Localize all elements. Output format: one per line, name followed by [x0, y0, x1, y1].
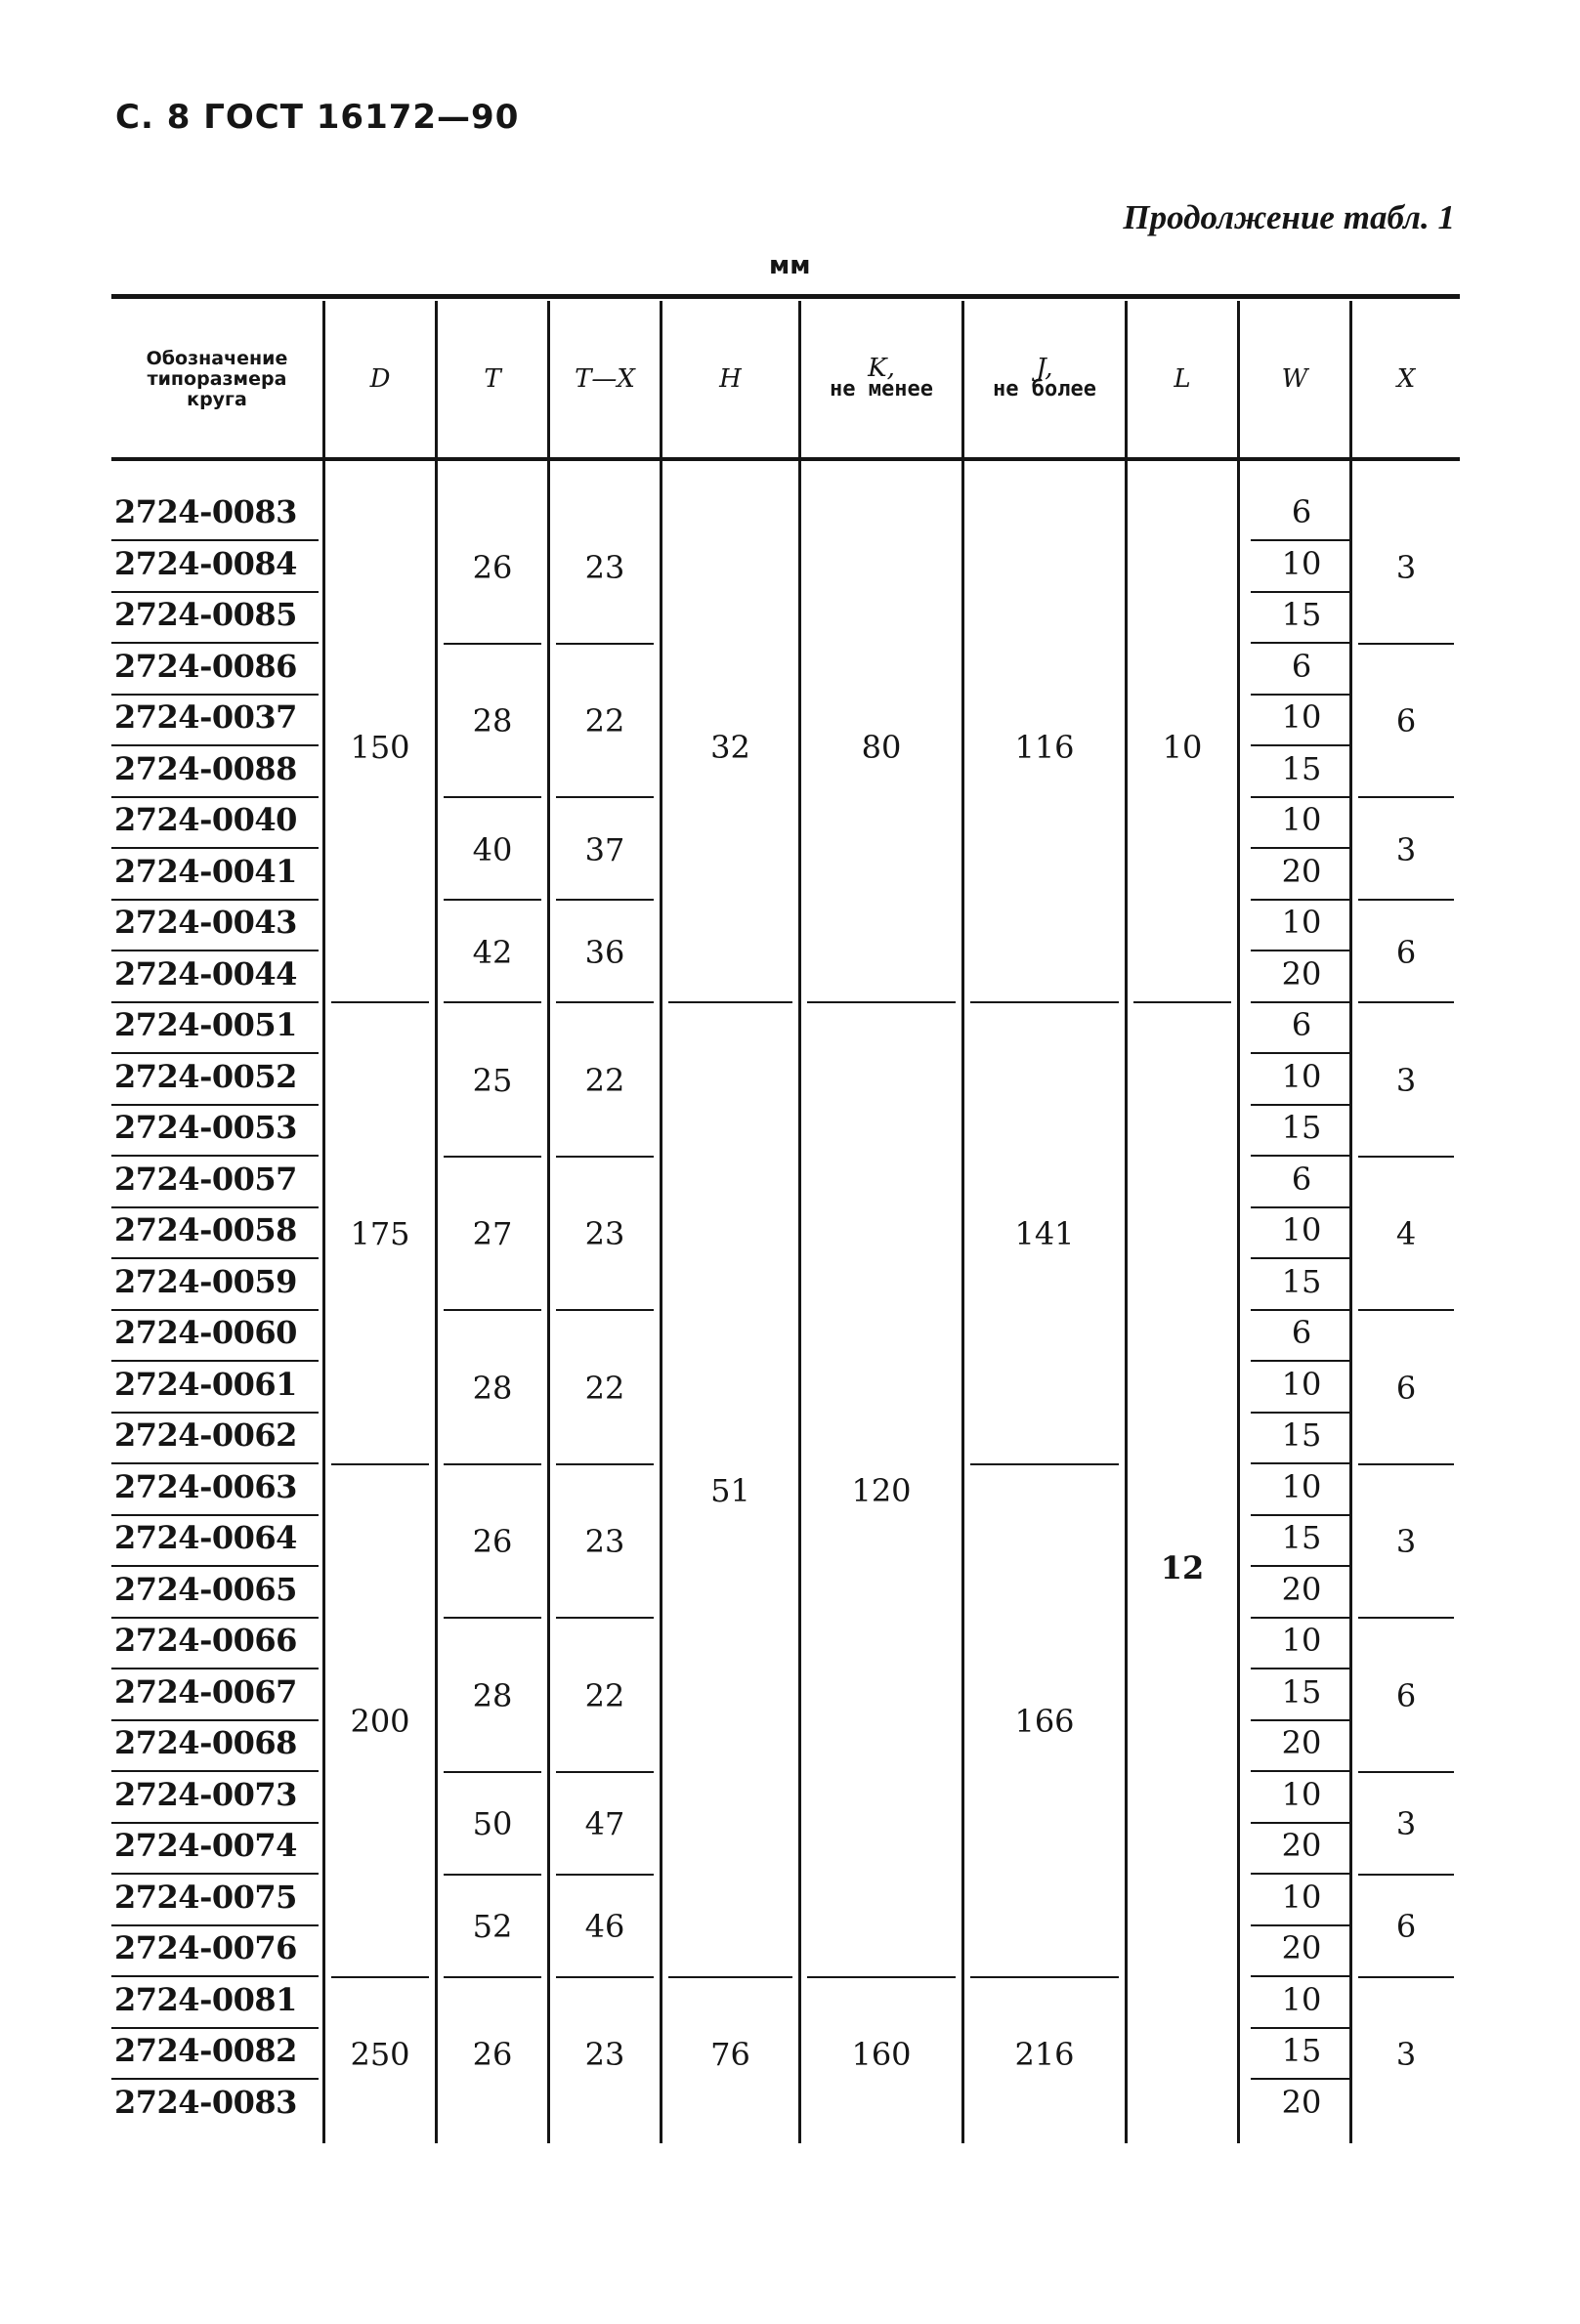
- w-cell: 6: [1251, 1311, 1352, 1362]
- header-bottom-rule: [111, 457, 1460, 461]
- x-value: 3: [1395, 2036, 1417, 2074]
- t-value: 28: [472, 1369, 513, 1407]
- d-value: 150: [350, 728, 410, 766]
- w-cell: 10: [1251, 798, 1352, 849]
- w-cell: 15: [1251, 1414, 1352, 1464]
- designation-cell: 2724-0051: [111, 1003, 319, 1054]
- header-W: [1240, 301, 1349, 457]
- w-cell: 10: [1251, 901, 1352, 951]
- w-cell: 10: [1251, 1876, 1352, 1926]
- j-value: 141: [1014, 1215, 1075, 1253]
- w-cell: 10: [1251, 696, 1352, 746]
- header-designation-line1: Обозначение: [146, 347, 288, 369]
- t-value: 28: [472, 702, 513, 740]
- tx-value: 22: [584, 1676, 625, 1714]
- tx-value: 22: [584, 1061, 625, 1099]
- header-K-label: K,: [868, 354, 895, 383]
- t-value: 25: [472, 1061, 513, 1099]
- table-caption: Продолжение табл. 1: [1123, 198, 1455, 236]
- j-value: 116: [1014, 728, 1075, 766]
- x-value: 4: [1395, 1215, 1417, 1253]
- header-H: [662, 301, 798, 457]
- designation-cell: 2724-0058: [111, 1208, 319, 1259]
- k-value: 80: [861, 728, 902, 766]
- tx-value: 23: [584, 1215, 625, 1253]
- w-cell: 6: [1251, 490, 1352, 541]
- x-value: 6: [1395, 702, 1417, 740]
- w-cell: 6: [1251, 1158, 1352, 1208]
- w-cell: 20: [1251, 850, 1352, 901]
- t-value: 26: [472, 548, 513, 586]
- designation-cell: 2724-0052: [111, 1055, 319, 1106]
- w-cell: 20: [1251, 1721, 1352, 1772]
- k-value: 120: [851, 1471, 912, 1509]
- designation-cell: 2724-0083: [114, 2083, 297, 2121]
- x-value: 3: [1395, 1523, 1417, 1561]
- x-value: 6: [1395, 933, 1417, 971]
- designation-cell: 2724-0044: [111, 952, 319, 1003]
- j-value: 216: [1014, 2036, 1075, 2074]
- designation-cell: 2724-0086: [111, 645, 319, 696]
- w-cell: 10: [1251, 1208, 1352, 1259]
- header-T-label: T: [484, 364, 501, 394]
- header-TX-label: T—X: [575, 364, 635, 394]
- header-T: [438, 301, 547, 457]
- tx-value: 22: [584, 1369, 625, 1407]
- k-value: 160: [851, 2036, 912, 2074]
- w-cell: 20: [1251, 1568, 1352, 1619]
- header-X: [1352, 301, 1460, 457]
- tx-value: 23: [584, 2036, 625, 2074]
- t-value: 50: [472, 1805, 513, 1842]
- designation-cell: 2724-0081: [111, 1978, 319, 2029]
- designation-cell: 2724-0041: [111, 850, 319, 901]
- header-W-label: W: [1281, 364, 1308, 394]
- tx-value: 47: [584, 1805, 625, 1842]
- w-cell: 15: [1251, 593, 1352, 644]
- designation-cell: 2724-0064: [111, 1516, 319, 1567]
- header-L: [1128, 301, 1237, 457]
- t-value: 52: [472, 1908, 513, 1945]
- w-cell: 15: [1251, 1516, 1352, 1567]
- designation-cell: 2724-0084: [111, 542, 319, 593]
- tx-value: 46: [584, 1908, 625, 1945]
- d-value: 200: [350, 1703, 410, 1740]
- designation-cell: 2724-0060: [111, 1311, 319, 1362]
- x-value: 3: [1395, 548, 1417, 586]
- w-cell: 15: [1251, 2029, 1352, 2080]
- w-cell: 6: [1251, 645, 1352, 696]
- header-L-label: L: [1174, 364, 1191, 394]
- designation-cell: 2724-0076: [111, 1926, 319, 1977]
- w-cell: 20: [1251, 1926, 1352, 1977]
- w-cell: 10: [1251, 1773, 1352, 1824]
- header-designation-line2: типоразмера: [147, 367, 287, 390]
- t-value: 40: [472, 830, 513, 868]
- w-cell: 10: [1251, 1465, 1352, 1516]
- t-value: 27: [472, 1215, 513, 1253]
- designation-cell: 2724-0061: [111, 1363, 319, 1414]
- designation-cell: 2724-0057: [111, 1158, 319, 1208]
- w-cell: 20: [1251, 1824, 1352, 1875]
- designation-cell: 2724-0040: [111, 798, 319, 849]
- w-cell: 15: [1251, 747, 1352, 798]
- d-value: 250: [350, 2036, 410, 2074]
- header-designation: [111, 301, 322, 457]
- l-value: 12: [1160, 1548, 1205, 1586]
- tx-value: 23: [584, 548, 625, 586]
- tx-value: 22: [584, 702, 625, 740]
- designation-cell: 2724-0082: [111, 2029, 319, 2080]
- table-top-rule: [111, 294, 1460, 299]
- header-J: [964, 301, 1125, 457]
- header-TX: [550, 301, 660, 457]
- x-value: 6: [1395, 1369, 1417, 1407]
- header-J-sub: не более: [993, 377, 1096, 401]
- designation-cell: 2724-0075: [111, 1876, 319, 1926]
- header-H-label: H: [719, 364, 742, 394]
- designation-cell: 2724-0088: [111, 747, 319, 798]
- h-value: 32: [710, 728, 750, 766]
- designation-cell: 2724-0043: [111, 901, 319, 951]
- h-value: 76: [710, 2036, 750, 2074]
- column-divider: [1237, 301, 1240, 2143]
- l-value: 10: [1162, 728, 1203, 766]
- header-designation-line3: круга: [187, 388, 247, 410]
- j-value: 166: [1014, 1703, 1075, 1740]
- unit-label: мм: [769, 251, 811, 280]
- page-header: С. 8 ГОСТ 16172—90: [115, 98, 520, 137]
- designation-cell: 2724-0053: [111, 1106, 319, 1157]
- w-cell: 10: [1251, 1055, 1352, 1106]
- h-value: 51: [710, 1471, 750, 1509]
- t-value: 26: [472, 1523, 513, 1561]
- designation-cell: 2724-0085: [111, 593, 319, 644]
- x-value: 3: [1395, 830, 1417, 868]
- w-cell: 10: [1251, 542, 1352, 593]
- t-value: 28: [472, 1676, 513, 1714]
- designation-cell: 2724-0068: [111, 1721, 319, 1772]
- designation-cell: 2724-0065: [111, 1568, 319, 1619]
- tx-value: 23: [584, 1523, 625, 1561]
- header-J-label: J,: [1036, 354, 1053, 383]
- d-value: 175: [350, 1215, 410, 1253]
- w-cell: 20: [1281, 2083, 1322, 2121]
- w-cell: 15: [1251, 1106, 1352, 1157]
- t-value: 42: [472, 933, 513, 971]
- tx-value: 37: [584, 830, 625, 868]
- designation-cell: 2724-0062: [111, 1414, 319, 1464]
- designation-cell: 2724-0074: [111, 1824, 319, 1875]
- designation-cell: 2724-0037: [111, 696, 319, 746]
- header-K-sub: не менее: [830, 377, 933, 401]
- w-cell: 20: [1251, 952, 1352, 1003]
- designation-cell: 2724-0083: [111, 490, 319, 541]
- designation-cell: 2724-0066: [111, 1619, 319, 1669]
- designation-cell: 2724-0073: [111, 1773, 319, 1824]
- designation-cell: 2724-0059: [111, 1260, 319, 1311]
- header-K: [801, 301, 961, 457]
- x-value: 6: [1395, 1908, 1417, 1945]
- w-cell: 10: [1251, 1363, 1352, 1414]
- designation-cell: 2724-0067: [111, 1670, 319, 1721]
- x-value: 3: [1395, 1061, 1417, 1099]
- w-cell: 6: [1251, 1003, 1352, 1054]
- t-value: 26: [472, 2036, 513, 2074]
- designation-cell: 2724-0063: [111, 1465, 319, 1516]
- x-value: 3: [1395, 1805, 1417, 1842]
- w-cell: 15: [1251, 1260, 1352, 1311]
- x-value: 6: [1395, 1676, 1417, 1714]
- header-X-label: X: [1396, 364, 1416, 394]
- header-D: [325, 301, 435, 457]
- w-cell: 10: [1251, 1619, 1352, 1669]
- tx-value: 36: [584, 933, 625, 971]
- header-D-label: D: [369, 364, 391, 394]
- w-cell: 10: [1251, 1978, 1352, 2029]
- w-cell: 15: [1251, 1670, 1352, 1721]
